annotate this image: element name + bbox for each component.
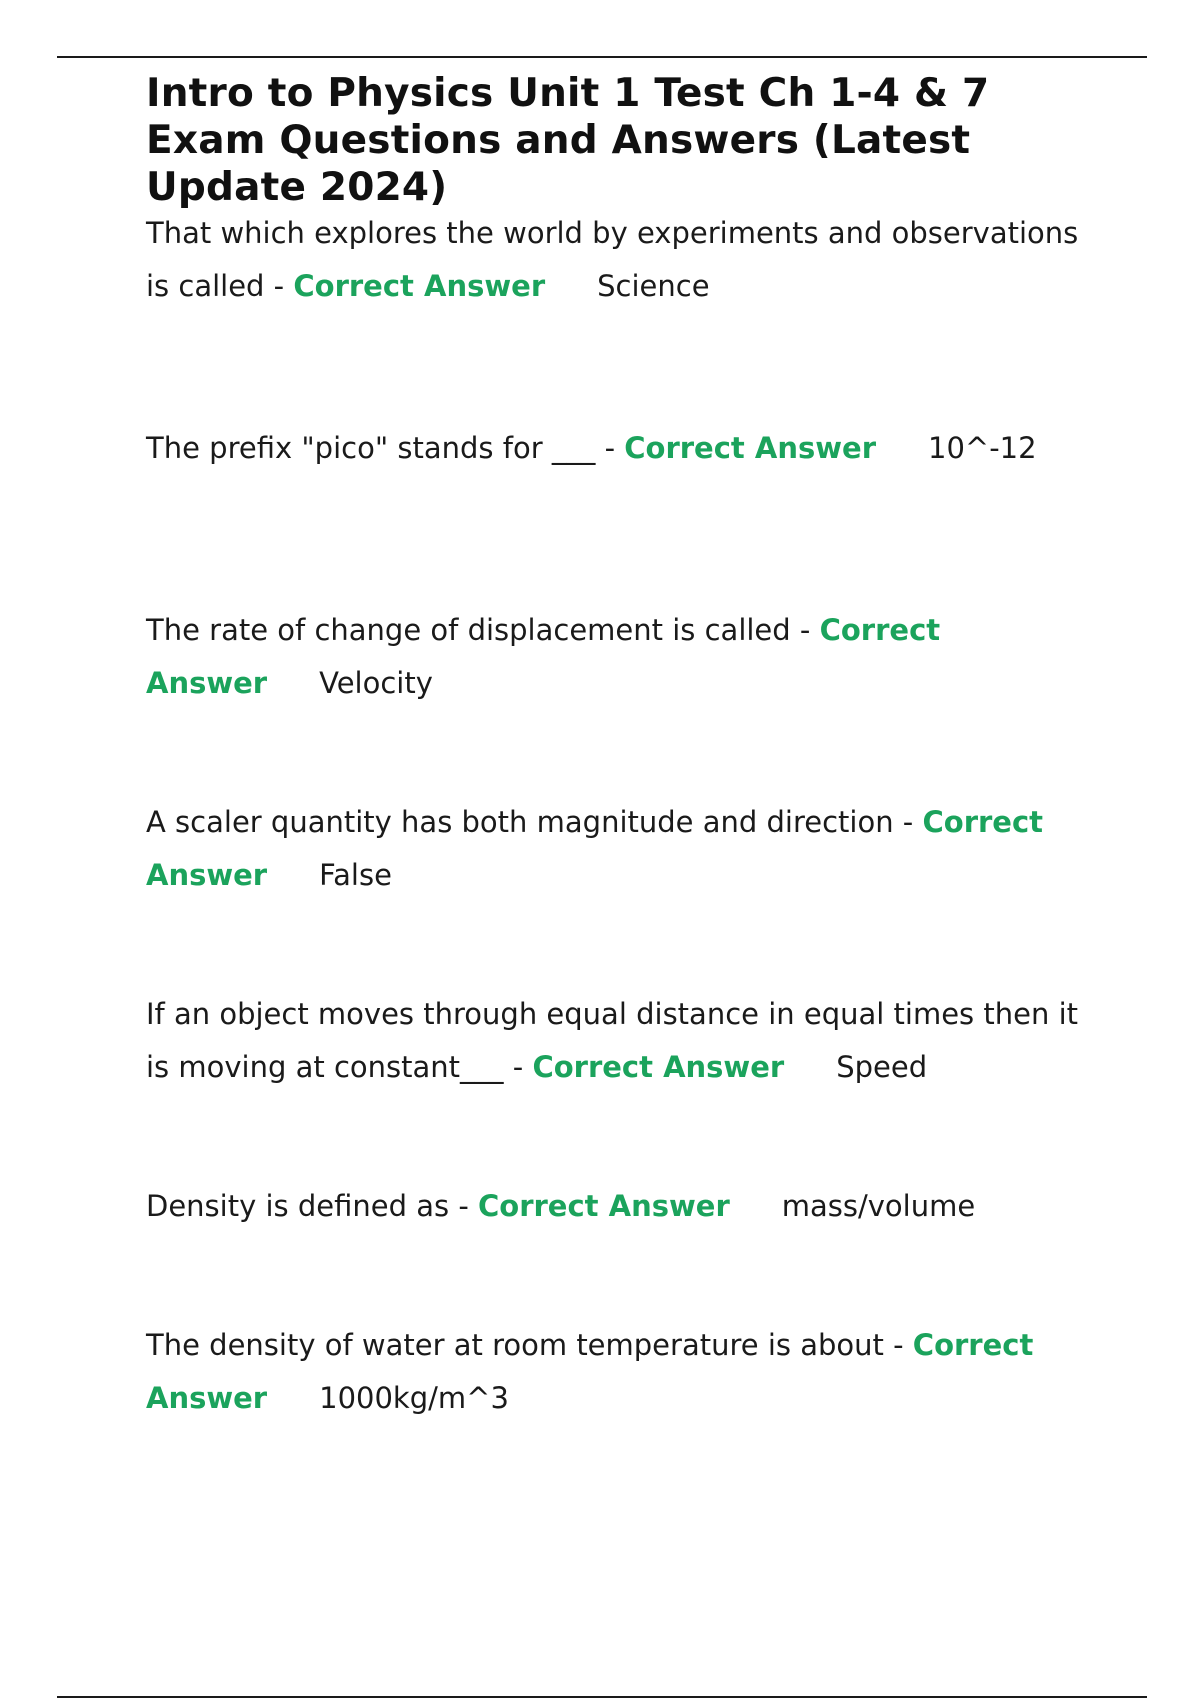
qa-text xyxy=(146,604,1106,710)
answer-text: Velocity xyxy=(319,666,433,700)
bottom-rule xyxy=(57,1696,1147,1698)
qa-item xyxy=(146,988,1106,1094)
correct-answer-label: Correct Answer xyxy=(293,269,546,303)
qa-text xyxy=(146,1319,1106,1425)
qa-text xyxy=(146,796,1106,902)
qa-item xyxy=(146,796,1106,902)
qa-item xyxy=(146,422,1106,475)
qa-text xyxy=(146,207,1106,313)
top-rule xyxy=(57,56,1147,58)
answer-text: 1000kg/m^3 xyxy=(319,1381,509,1415)
qa-item xyxy=(146,1180,1106,1233)
question-text: If an object moves through equal distance in equal times then it is moving at constant___ - xyxy=(146,997,1078,1084)
correct-answer-label: Correct Answer xyxy=(146,613,941,700)
answer-text: Speed xyxy=(836,1050,928,1084)
correct-answer-label: Correct Answer xyxy=(146,1328,1034,1415)
answer-text: mass/volume xyxy=(781,1189,976,1223)
qa-text xyxy=(146,988,1106,1094)
correct-answer-label: Correct Answer xyxy=(478,1189,730,1223)
qa-text xyxy=(146,422,1106,475)
qa-item xyxy=(146,207,1106,313)
correct-answer-label: Correct Answer xyxy=(532,1050,785,1084)
question-text: Density is defined as - xyxy=(146,1189,469,1223)
qa-item xyxy=(146,1319,1106,1425)
document-body xyxy=(146,70,1096,1415)
correct-answer-label: Correct Answer xyxy=(624,431,876,465)
question-text: The prefix "pico" stands for ___ - xyxy=(146,431,616,465)
qa-text xyxy=(146,1180,1106,1233)
answer-text: False xyxy=(319,858,392,892)
question-text: A scaler quantity has both magnitude and direction - xyxy=(146,805,914,839)
answer-text: 10^-12 xyxy=(928,431,1037,465)
document-title: Intro to Physics Unit 1 Test Ch 1-4 & 7 Exam Questions and Answers (Latest Update 2024) xyxy=(146,71,990,210)
question-text: The rate of change of displacement is called - xyxy=(146,613,811,647)
correct-answer-label: Correct Answer xyxy=(146,805,1044,892)
answer-text: Science xyxy=(597,269,710,303)
qa-item xyxy=(146,604,1106,710)
question-text: That which explores the world by experiments and observations is called - xyxy=(146,216,1079,303)
question-text: The density of water at room temperature is about - xyxy=(146,1328,904,1362)
